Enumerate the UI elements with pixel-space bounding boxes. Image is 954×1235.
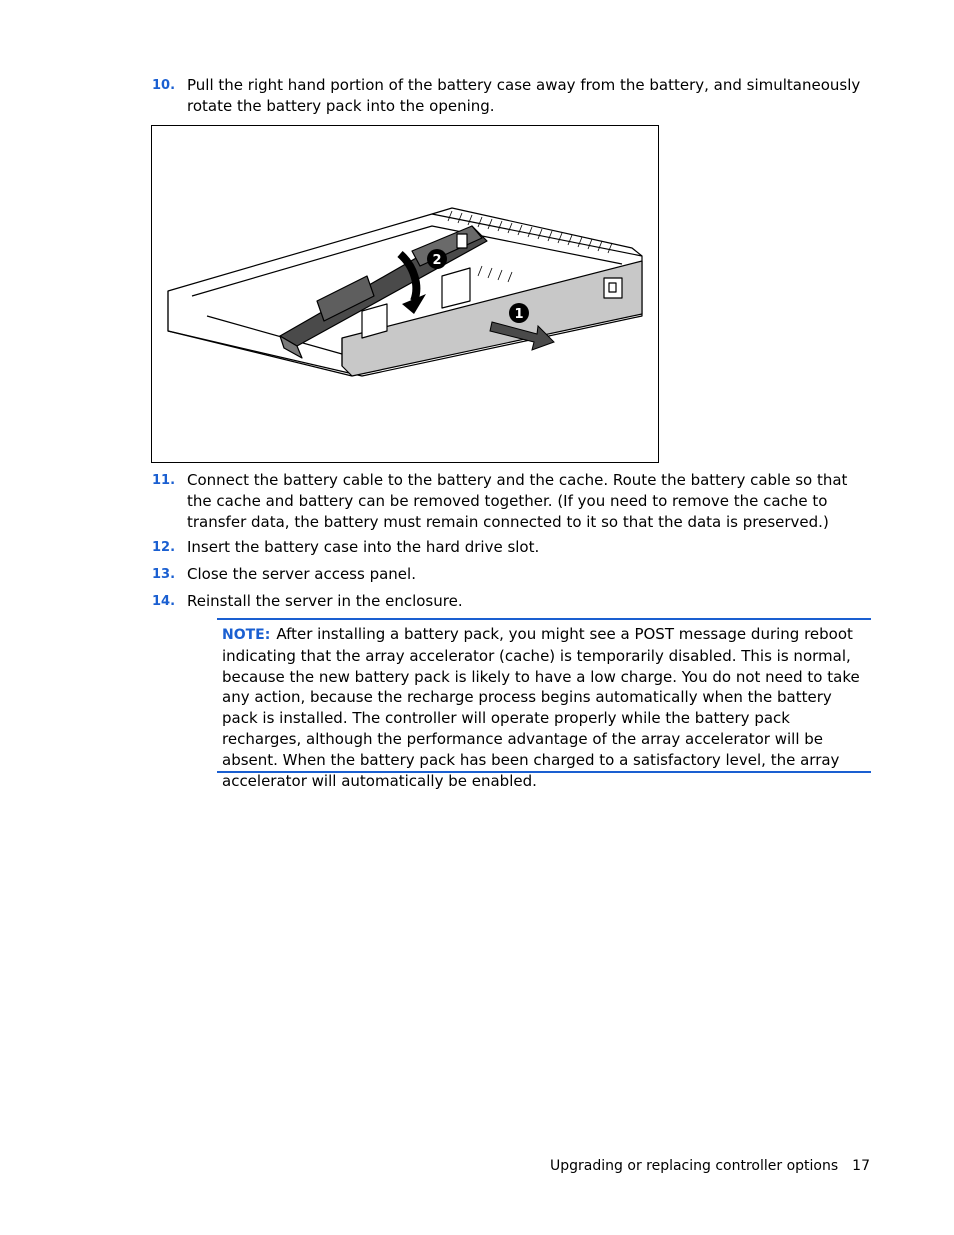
note-text: After installing a battery pack, you might see a POST message during reboot indicating that the array accelerator (cache) is temporarily disabled. This is normal, because the new battery pack is likely to have a low charge. You do not need to take any action, because the recharge process begins automatically when the battery pack is installed. The controller will operate properly while the battery pack recharges, although the performance advantage of the array accelerator will be absent. When the battery pack has been charged to a satisfactory level, the array accelerator will automatically be enabled. (222, 625, 860, 790)
battery-case-illustration (151, 125, 659, 463)
step-text: Close the server access panel. (187, 565, 416, 583)
step-text: Pull the right hand portion of the battery case away from the battery, and simultaneously rotate the battery pack into the opening. (187, 76, 861, 115)
note-body (222, 624, 862, 791)
note-label: NOTE: (222, 627, 271, 643)
page-number: 17 (852, 1158, 870, 1174)
callout-1-label: 1 (514, 307, 524, 322)
battery-case-drawing (152, 126, 658, 462)
step-number: 13. (152, 567, 176, 582)
page-footer (0, 1158, 870, 1174)
step-text: Reinstall the server in the enclosure. (187, 592, 463, 610)
step-text: Connect the battery cable to the battery and the cache. Route the battery cable so that the cache and battery can be removed together. (If you need to remove the cache to transfer data, the battery must remain connected to it so that the data is preserved.) (187, 471, 848, 531)
footer-section-title: Upgrading or replacing controller options (550, 1158, 839, 1174)
note-box (217, 618, 871, 790)
callout-2-label: 2 (432, 253, 442, 268)
step-number: 10. (152, 78, 176, 93)
step-number: 14. (152, 594, 176, 609)
step-text: Insert the battery case into the hard drive slot. (187, 538, 540, 556)
step-number: 11. (152, 473, 176, 488)
step-number: 12. (152, 540, 176, 555)
